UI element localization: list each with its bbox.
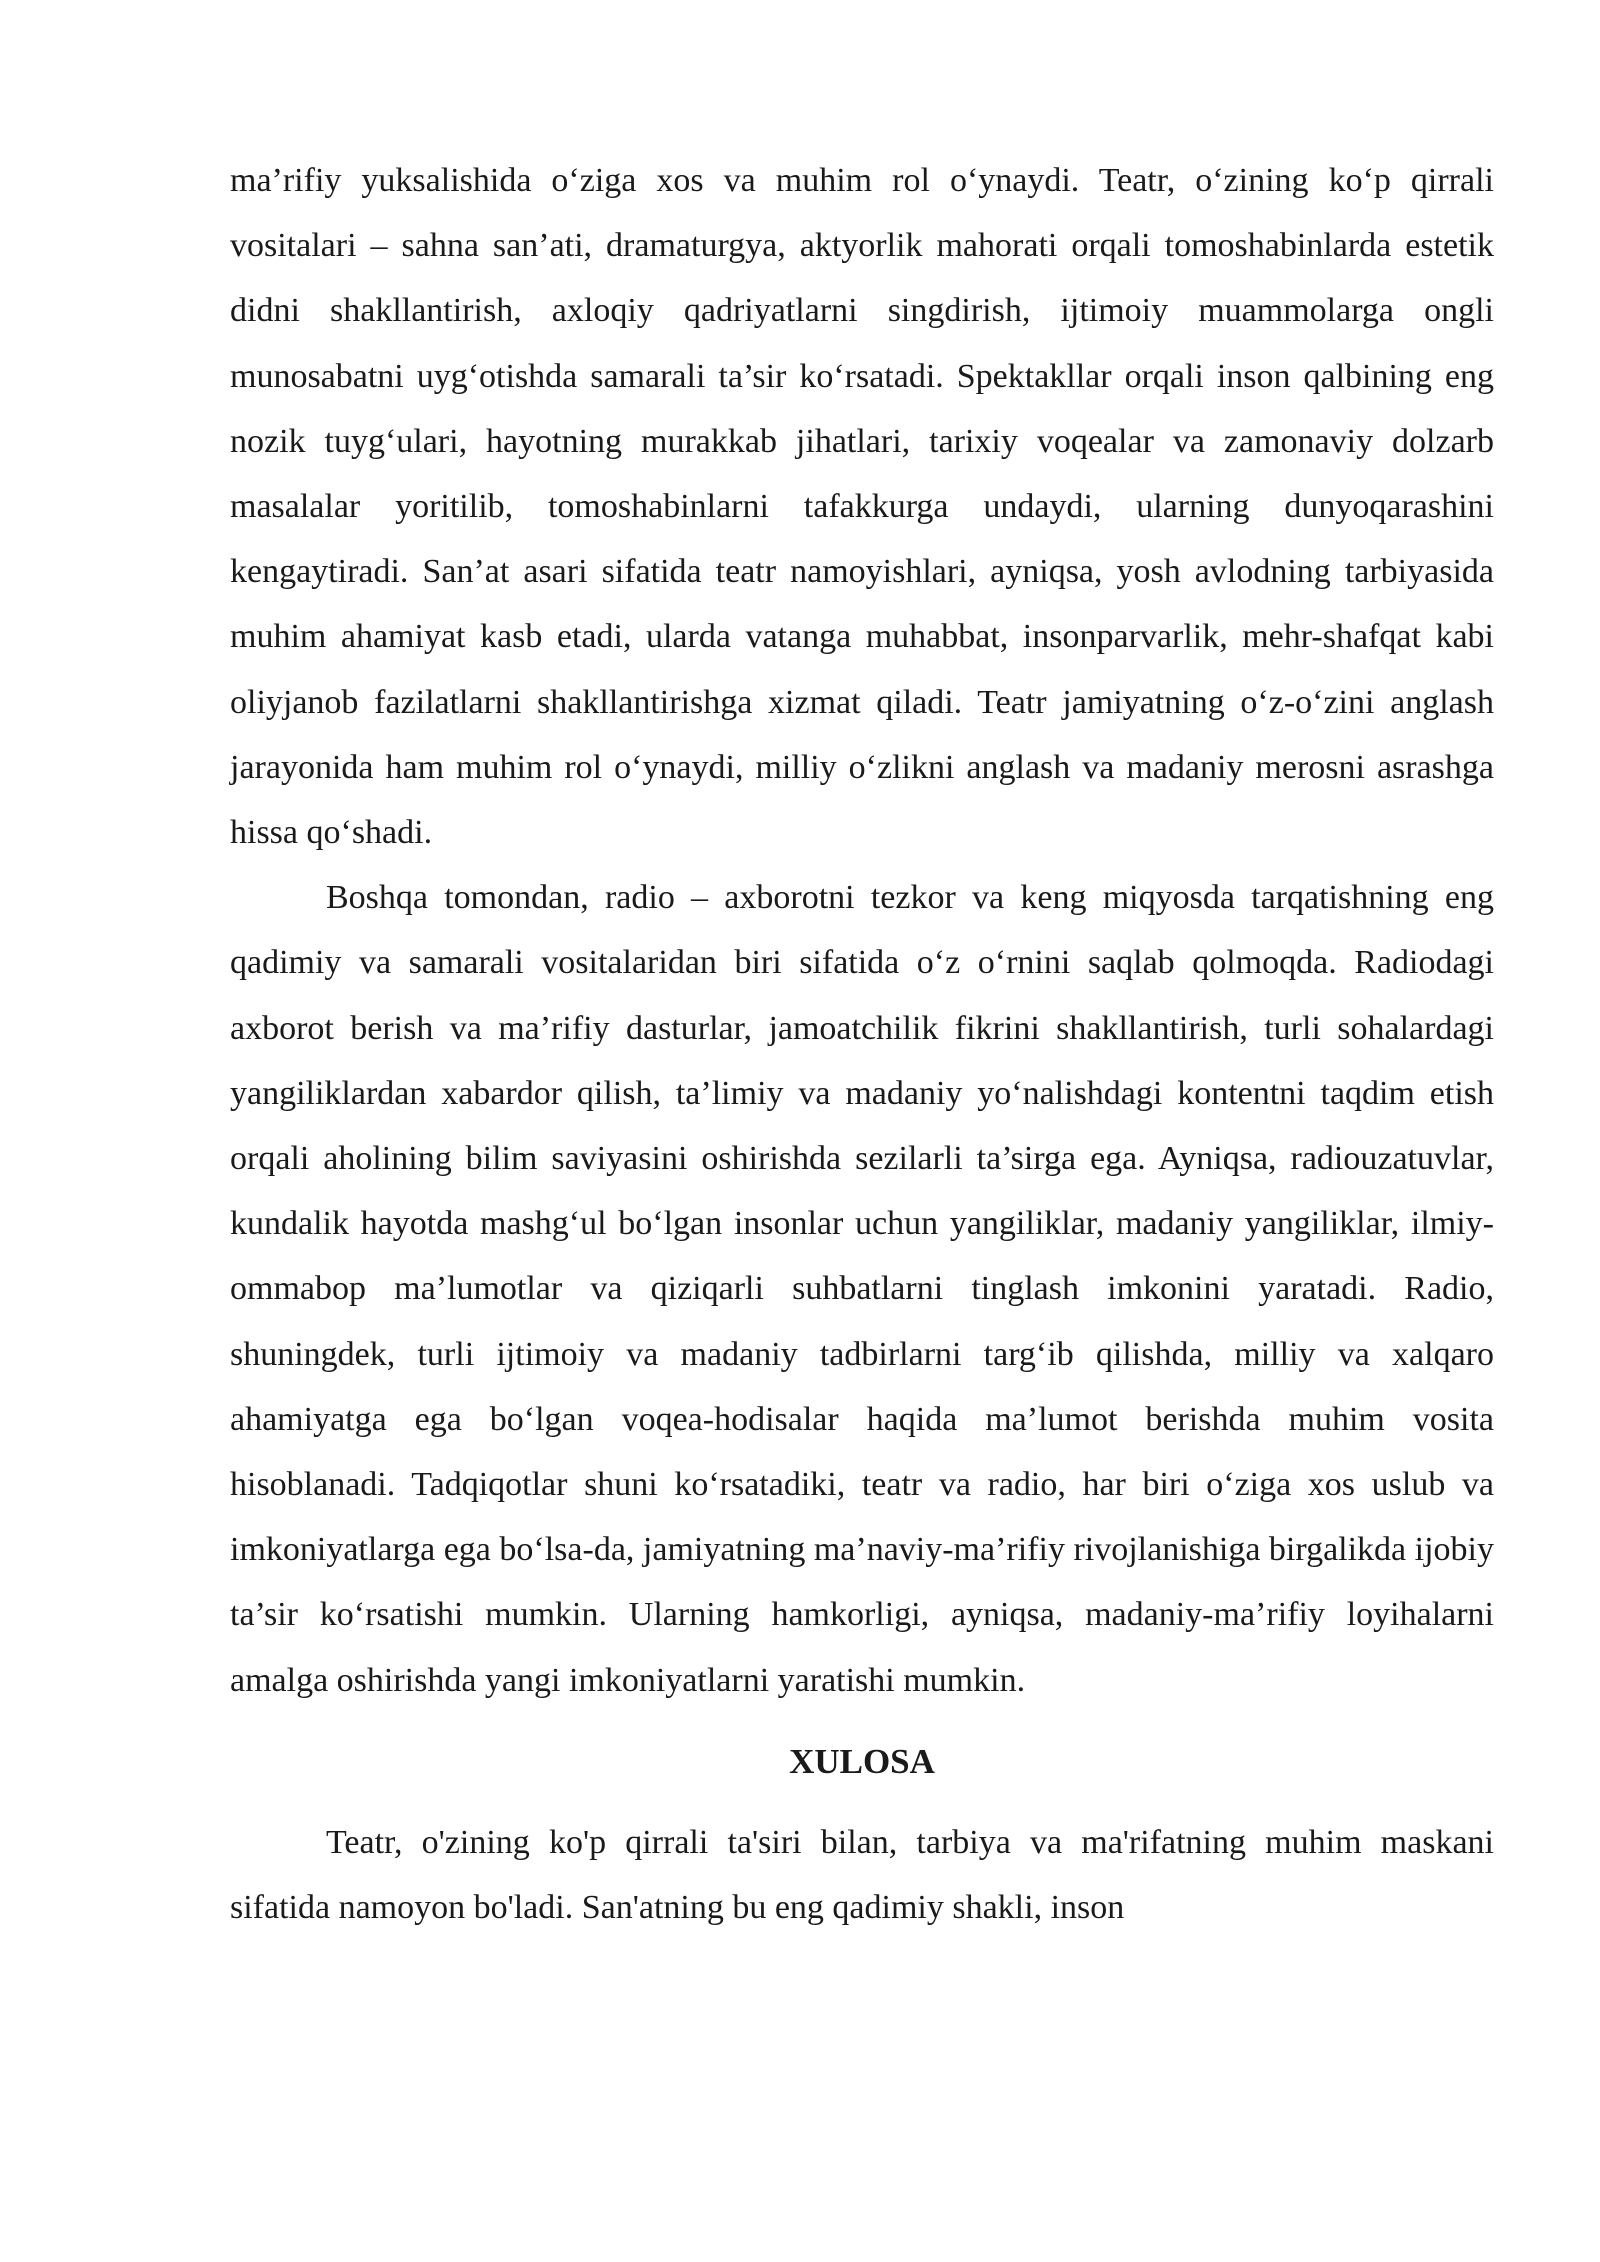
document-body bbox=[230, 148, 1494, 1940]
section-heading-conclusion: XULOSA bbox=[789, 1741, 935, 1781]
paragraph-theatre-role: ma’rifiy yuksalishida o‘ziga xos va muhim rol o‘ynaydi. Teatr, o‘zining ko‘p qirrali vositalari – sahna san’ati, dramaturgya, aktyorlik mahorati orqali tomoshabinlarda estetik didni shakllantirish, axloqiy qadriyatlarni singdirish, ijtimoiy muammolarga ongli munosabatni uyg‘otishda samarali ta’sir ko‘rsatadi. Spektakllar orqali inson qalbining eng nozik tuyg‘ulari, hayotning murakkab jihatlari, tarixiy voqealar va zamonaviy dolzarb masalalar yoritilib, tomoshabinlarni tafakkurga undaydi, ularning dunyoqarashini kengaytiradi. San’at asari sifatida teatr namoyishlari, ayniqsa, yosh avlodning tarbiyasida muhim ahamiyat kasb etadi, ularda vatanga muhabbat, insonparvarlik, mehr-shafqat kabi oliyjanob fazilatlarni shakllantirishga xizmat qiladi. Teatr jamiyatning o‘z-o‘zini anglash jarayonida ham muhim rol o‘ynaydi, milliy o‘zlikni anglash va madaniy merosni asrashga hissa qo‘shadi. bbox=[230, 162, 1494, 852]
paragraph-conclusion: Teatr, o'zining ko'p qirrali ta'siri bilan, tarbiya va ma'rifatning muhim maskani sifatida namoyon bo'ladi. San'atning bu eng qadimiy shakli, inson bbox=[230, 1823, 1494, 1927]
paragraph-radio-role: Boshqa tomondan, radio – axborotni tezkor va keng miqyosda tarqatishning eng qadimiy va samarali vositalaridan biri sifatida o‘z o‘rnini saqlab qolmoqda. Radiodagi axborot berish va ma’rifiy dasturlar, jamoatchilik fikrini shakllantirish, turli sohalardagi yangiliklardan xabardor qilish, ta’limiy va madaniy yo‘nalishdagi kontentni taqdim etish orqali aholining bilim saviyasini oshirishda sezilarli ta’sirga ega. Ayniqsa, radiouzatuvlar, kundalik hayotda mashg‘ul bo‘lgan insonlar uchun yangiliklar, madaniy yangiliklar, ilmiy-ommabop ma’lumotlar va qiziqarli suhbatlarni tinglash imkonini yaratadi. Radio, shuningdek, turli ijtimoiy va madaniy tadbirlarni targ‘ib qilishda, milliy va xalqaro ahamiyatga ega bo‘lgan voqea-hodisalar haqida ma’lumot berishda muhim vosita hisoblanadi. Tadqiqotlar shuni ko‘rsatadiki, teatr va radio, har biri o‘ziga xos uslub va imkoniyatlarga ega bo‘lsa-da, jamiyatning ma’naviy-ma’rifiy rivojlanishiga birgalikda ijobiy ta’sir ko‘rsatishi mumkin. Ularning hamkorligi, ayniqsa, madaniy-ma’rifiy loyihalarni amalga oshirishda yangi imkoniyatlarni yaratishi mumkin. bbox=[230, 879, 1494, 1699]
